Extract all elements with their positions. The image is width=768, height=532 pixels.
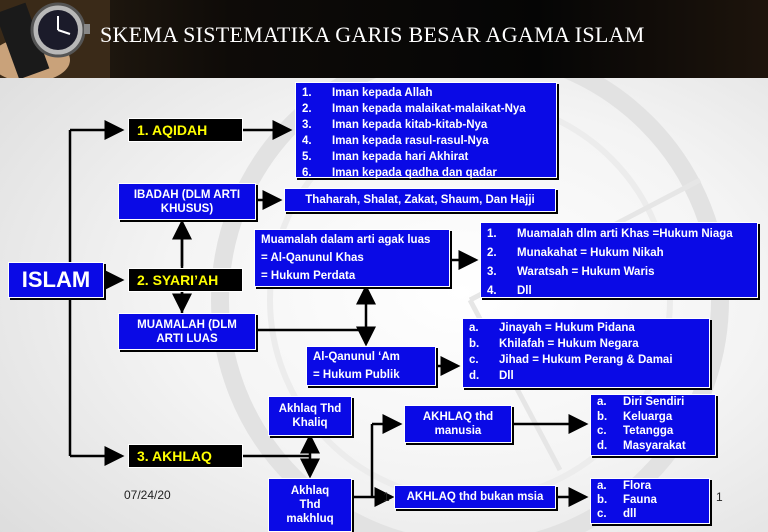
list-item: 5. Iman kepada hari Akhirat (302, 151, 469, 163)
islam-label: ISLAM (21, 267, 91, 292)
akhlaq-bukan-list-box (590, 478, 710, 524)
akhlaq-khaliq-node (268, 396, 352, 436)
list-item: c. Jihad = Hukum Perang & Damai (469, 354, 673, 366)
hukum-publik-list-box (462, 318, 710, 388)
list-item: 1. Iman kepada Allah (302, 87, 433, 99)
akhlaq-manusia-label: AKHLAQ thd manusia (422, 411, 494, 437)
page-title: SKEMA SISTEMATIKA GARIS BESAR AGAMA ISLAM (100, 22, 645, 47)
agak-luas-line: Muamalah dalam arti agak luas (261, 234, 431, 246)
qanunul-am-box (306, 346, 436, 386)
ibadah-node (118, 183, 256, 220)
footer-page-number: 1 (716, 490, 723, 504)
ibadah-label: IBADAH (DLM ARTI KHUSUS) (133, 188, 241, 215)
akhlaq-manusia-list-box (590, 394, 716, 456)
ibadah-detail-box (284, 188, 556, 212)
syariah-node (128, 268, 243, 292)
muamalah-node (118, 313, 256, 350)
aqidah-node (128, 118, 243, 142)
publik-line: Al-Qanunul ‘Am (313, 351, 400, 363)
list-item: 2. Iman kepada malaikat-malaikat-Nya (302, 103, 526, 115)
akhlaq-manusia-node (404, 405, 512, 443)
muamalah-khas-list-box (480, 222, 758, 298)
muamalah-label: MUAMALAH (DLM ARTI LUAS (137, 318, 237, 345)
akhlaq-label: 3. AKHLAQ (137, 448, 212, 464)
list-item: b. Khilafah = Hukum Negara (469, 338, 639, 350)
ibadah-detail: Thaharah, Shalat, Zakat, Shaum, Dan Hajji (305, 194, 535, 206)
list-item: a. Jinayah = Hukum Pidana (469, 322, 635, 334)
list-item: d. Dll (469, 370, 514, 382)
list-item: 2. Munakahat = Hukum Nikah (487, 247, 664, 259)
akhlaq-node (128, 444, 243, 468)
list-item: 3. Waratsah = Hukum Waris (487, 266, 655, 278)
muamalah-agak-luas-box (254, 229, 450, 287)
footer-mid-number: 1 (383, 490, 390, 504)
list-item: 4. Iman kepada rasul-rasul-Nya (302, 135, 489, 147)
footer-date: 07/24/20 (124, 488, 171, 502)
islam-node (8, 262, 104, 298)
list-item: 1. Muamalah dlm arti Khas =Hukum Niaga (487, 228, 733, 240)
akhlaq-bukan-msia-node (394, 485, 556, 509)
publik-line: = Hukum Publik (313, 369, 400, 381)
syariah-label: 2. SYARI’AH (137, 272, 219, 288)
akhlaq-makhluq-node (268, 478, 352, 532)
agak-luas-line: = Al-Qanunul Khas (261, 252, 364, 264)
aqidah-label: 1. AQIDAH (137, 122, 208, 138)
list-item: b. Keluarga (597, 410, 673, 423)
list-item: d. Masyarakat (597, 439, 686, 452)
list-item: c. dll (597, 508, 637, 520)
list-item: a. Flora (597, 480, 652, 492)
aqidah-list-box (295, 82, 557, 178)
akhlaq-makhluq-label: Akhlaq Thd makhluq (286, 485, 334, 525)
list-item: a. Diri Sendiri (597, 396, 685, 408)
akhlaq-bukan-msia-label: AKHLAQ thd bukan msia (406, 491, 544, 503)
list-item: 6. Iman kepada qadha dan qadar (302, 167, 497, 179)
akhlaq-khaliq-label: Akhlaq Thd Khaliq (278, 403, 342, 429)
list-item: c. Tetangga (597, 425, 674, 437)
list-item: b. Fauna (597, 494, 657, 506)
list-item: 3. Iman kepada kitab-kitab-Nya (302, 119, 488, 131)
agak-luas-line: = Hukum Perdata (261, 270, 356, 282)
list-item: 4. Dll (487, 285, 532, 297)
